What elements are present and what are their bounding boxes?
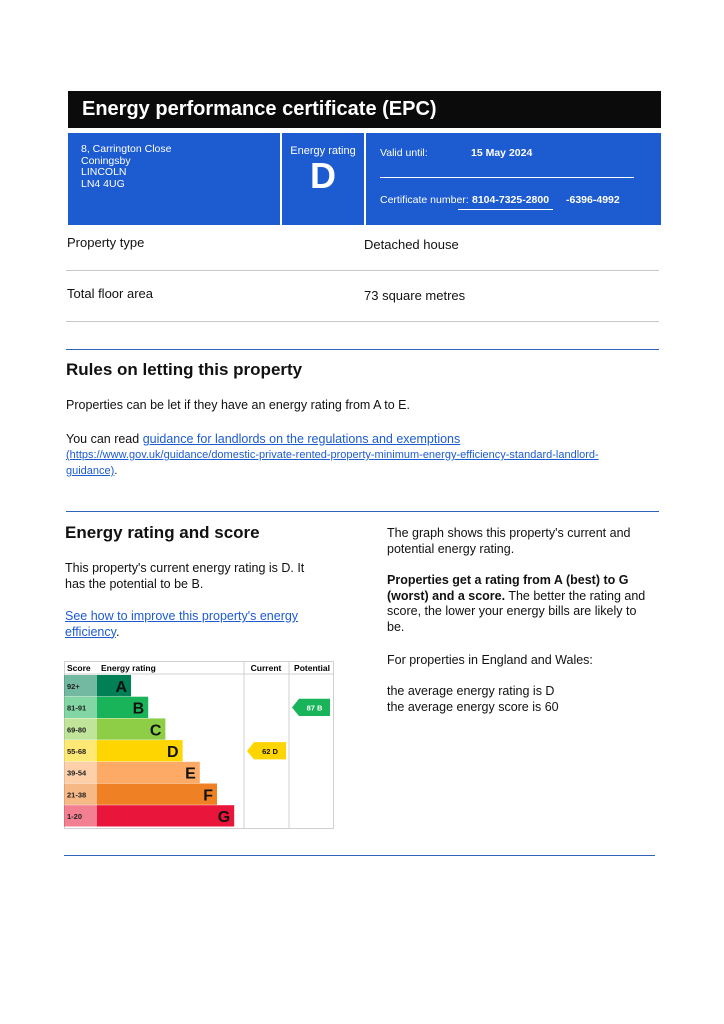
header-score: Score xyxy=(67,663,91,673)
improve-efficiency xyxy=(65,609,298,640)
rating-explanation xyxy=(387,573,667,635)
graph-text-line: The graph shows this property's current and xyxy=(387,526,631,540)
letting-heading: Rules on letting this property xyxy=(66,360,303,379)
rating-explanation-line: The better the rating and xyxy=(505,588,646,603)
address-line: 8, Carrington Close xyxy=(81,143,172,155)
guidance-link[interactable]: guidance for landlords on the regulations and exemptions xyxy=(142,432,461,446)
energy-rating-label: Energy rating xyxy=(290,145,356,157)
section-divider xyxy=(66,349,659,350)
band-letter: D xyxy=(167,743,179,761)
energy-rating-box xyxy=(282,133,364,225)
average-rating: the average energy rating is D xyxy=(387,684,555,698)
letting-guidance xyxy=(66,432,666,479)
average-score: the average energy score is 60 xyxy=(387,699,559,714)
page-title: Energy performance certificate (EPC) xyxy=(68,91,661,128)
address-box xyxy=(68,133,280,225)
band-letter: F xyxy=(203,787,213,805)
section-divider xyxy=(64,855,655,856)
certificate-underline xyxy=(458,209,553,210)
row-divider xyxy=(66,270,659,271)
band-letter: B xyxy=(132,700,145,718)
rating-explanation-bold: (worst) and a score. xyxy=(387,588,506,603)
band-score-label: 69-80 xyxy=(67,725,87,735)
current-rating-label: 62 D xyxy=(262,746,278,756)
averages xyxy=(387,684,559,715)
address-line: Coningsby xyxy=(81,154,131,167)
current-rating-text xyxy=(65,561,304,592)
band-letter: C xyxy=(149,722,162,740)
guidance-url-link-end[interactable]: guidance) xyxy=(66,465,115,477)
certificate-label: Certificate number: xyxy=(380,194,469,206)
band-letter: G xyxy=(217,809,231,827)
band-letter: E xyxy=(185,765,196,783)
property-type-value: Detached house xyxy=(364,237,459,252)
energy-rating-value: D xyxy=(310,155,336,196)
header-potential: Potential xyxy=(294,663,330,673)
potential-rating-label: 87 B xyxy=(306,703,323,713)
address-line: LINCOLN xyxy=(81,166,127,178)
section-divider xyxy=(66,511,659,512)
property-type-label: Property type xyxy=(67,235,145,250)
validity-box xyxy=(366,133,661,225)
improve-efficiency-link[interactable]: See how to improve this property's energy xyxy=(65,609,299,623)
rating-explanation-line: score, the lower your energy bills are likely to xyxy=(387,604,637,618)
region-text: For properties in England and Wales: xyxy=(387,653,593,667)
address-line: LN4 4UG xyxy=(81,177,125,190)
band-score-label: 92+ xyxy=(67,681,80,691)
band-score-label: 55-68 xyxy=(67,746,87,756)
epc-rating-chart xyxy=(64,661,336,831)
header-energy-rating: Energy rating xyxy=(101,663,156,673)
certificate-number-part1: 8104-7325-2800 xyxy=(472,194,550,206)
floor-area-value: 73 square metres xyxy=(364,288,466,303)
band-score-label: 39-54 xyxy=(67,768,87,778)
certificate-number-part2: -6396-4992 xyxy=(566,194,620,206)
valid-until-value: 15 May 2024 xyxy=(471,147,533,159)
improve-suffix: . xyxy=(115,624,120,639)
floor-area-label: Total floor area xyxy=(67,286,153,301)
band-bar-g xyxy=(97,805,234,826)
row-divider xyxy=(66,321,659,322)
guidance-suffix: . xyxy=(114,465,118,477)
letting-paragraph: Properties can be let if they have an energy rating from A to E. xyxy=(66,398,410,412)
header-current: Current xyxy=(250,663,282,673)
rating-explanation-line: be. xyxy=(387,619,405,634)
guidance-url-link[interactable]: (https://www.gov.uk/guidance/domestic-private-rented-property-minimum-energy-efficiency-standard-landlord- xyxy=(66,449,599,461)
band-bar-f xyxy=(97,784,217,805)
score-heading: Energy rating and score xyxy=(65,523,260,542)
rating-explanation-bold: Properties get a rating from A (best) to G xyxy=(387,573,629,587)
valid-until-label: Valid until: xyxy=(380,147,428,159)
divider xyxy=(380,177,634,178)
graph-description xyxy=(387,526,630,557)
band-score-label: 1-20 xyxy=(67,812,83,822)
improve-efficiency-link-end[interactable]: efficiency xyxy=(65,624,116,639)
band-score-label: 81-91 xyxy=(67,703,87,713)
guidance-prefix: You can read xyxy=(66,432,143,446)
band-letter: A xyxy=(115,678,127,696)
current-rating-line: has the potential to be B. xyxy=(65,576,204,591)
band-score-label: 21-38 xyxy=(67,790,87,800)
graph-text-line: potential energy rating. xyxy=(387,541,515,556)
current-rating-line: This property's current energy rating is D. It xyxy=(65,561,305,575)
